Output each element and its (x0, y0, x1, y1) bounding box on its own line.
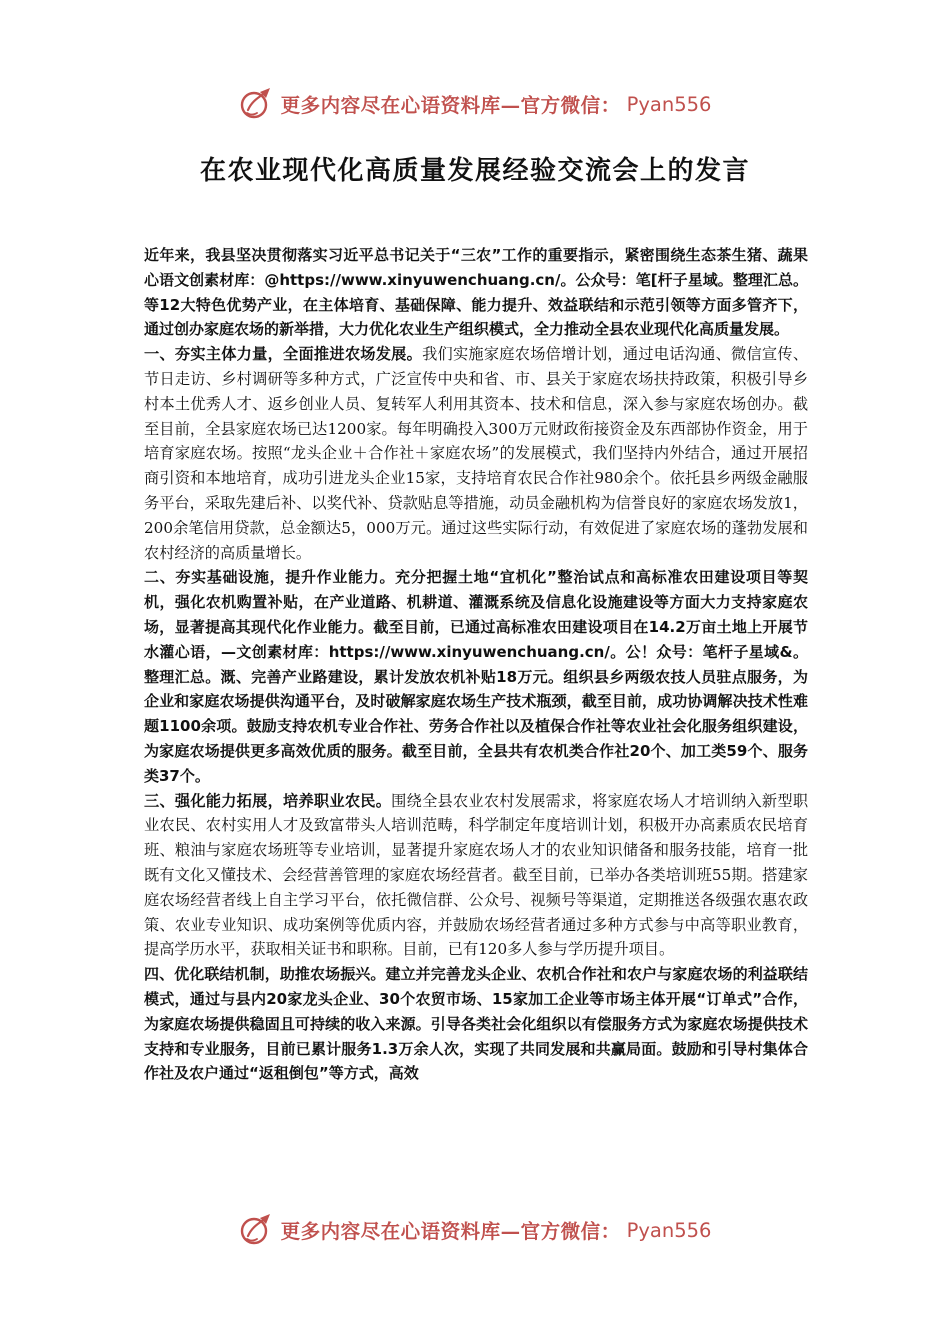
page-title: 在农业现代化高质量发展经验交流会上的发言 (199, 156, 750, 186)
section-heading: 一、夯实主体力量，全面推进农场发展。 (144, 345, 423, 364)
paragraph-body: 我们实施家庭农场倍增计划，通过电话沟通、微信宣传、节日走访、乡村调研等多种方式，广泛宣传中央和省、市、县关于家庭农场扶持政策，积极引导乡村本土优秀人才、返乡创业人员、复转军人利用其资本、技术和信息，深入参与家庭农场创办。截至目前，全县家庭农场已达1200家。每年明确投入300万元财政衔接资金及东西部协作资金，用于培育家庭农场。按照“龙头企业＋合作社＋家庭农场”的发展模式，我们坚持内外结合，通过开展招商引资和本地培育，成功引进龙头企业15家，支持培育农民合作社980余个。依托县乡两级金融服务平台，采取先建后补、以奖代补、贷款贴息等措施，动员金融机构为信誉良好的家庭农场发放1，200余笔信用贷款，总金额达5，000万元。通过这些实际行动，有效促进了家庭农场的蓬勃发展和农村经济的高质量增长。 (144, 345, 809, 562)
paragraph-section-4 (144, 962, 808, 1086)
paragraph-body: 二、夯实基础设施，提升作业能力。充分把握土地“宜机化”整治试点和高标准农田建设项目等契机，强化农机购置补贴，在产业道路、机耕道、灌溉系统及信息化设施建设等方面大力支持家庭农场，显著提高其现代化作业能力。截至目前，已通过高标准农田建设项目在14.2万亩土地上开展节水灌心语，—文创素材库：https://www.xinyuwenchuang.cn/。公！众号：笔杆子星域&。整理汇总。溉、完善产业路建设，累计发放农机补贴18万元。组织县乡两级农技人员驻点服务，为企业和家庭农场提供沟通平台，及时破解家庭农场生产技术瓶颈，截至目前，成功协调解决技术性难题1100余项。鼓励支持农机专业合作社、劳务合作社以及植保合作社等农业社会化服务组织建设，为家庭农场提供更多高效优质的服务。截至目前，全县共有农机类合作社20个、加工类59个、服务类37个。 (144, 568, 808, 785)
paragraph-section-2 (144, 565, 808, 788)
writing-hand-pen-icon (239, 1212, 275, 1248)
banner-wechat-id: Pyan556 (626, 1218, 712, 1242)
header-watermark-banner (0, 82, 950, 126)
document-body (144, 243, 808, 1086)
paragraph-body: 围绕全县农业农村发展需求，将家庭农场人才培训纳入新型职业农民、农村实用人才及致富带头人培训范畴，科学制定年度培训计划，积极开办高素质农民培育班、粮油与家庭农场班等专业培训，显著提升家庭农场人才的农业知识储备和服务技能，培育一批既有文化又懂技术、会经营善管理的家庭农场经营者。截至目前，已举办各类培训班55期。搭建家庭农场经营者线上自主学习平台，依托微信群、公众号、视频号等渠道，定期推送各级强农惠农政策、农业专业知识、成功案例等优质内容，并鼓励农场经营者通过多种方式参与中高等职业教育，提高学历水平，获取相关证书和职称。目前，已有120多人参与学历提升项目。 (144, 791, 809, 959)
banner-wechat-id: Pyan556 (626, 92, 712, 116)
footer-watermark-banner (0, 1208, 950, 1252)
paragraph-intro (144, 243, 808, 342)
banner-text: 更多内容尽在心语资料库—官方微信： (280, 94, 621, 117)
banner-text: 更多内容尽在心语资料库—官方微信： (280, 1220, 621, 1243)
paragraph-section-3 (144, 789, 808, 963)
paragraph-body: 近年来，我县坚决贯彻落实习近平总书记关于“三农”工作的重要指示，紧密围绕生态茶生猪、蔬果心语文创素材库：@https://www.xinyuwenchuang.cn/。公众号：笔[杆子星域。整理汇总。等12大特色优势产业，在主体培育、基础保障、能力提升、效益联结和示范引领等方面多管齐下，通过创办家庭农场的新举措，大力优化农业生产组织模式，全力推动全县农业现代化高质量发展。 (144, 246, 808, 339)
paragraph-body: 四、优化联结机制，助推农场振兴。建立并完善龙头企业、农机合作社和农户与家庭农场的利益联结模式，通过与县内20家龙头企业、30个农贸市场、15家加工企业等市场主体开展“订单式”合作，为家庭农场提供稳固且可持续的收入来源。引导各类社会化组织以有偿服务方式为家庭农场提供技术支持和专业服务，目前已累计服务1.3万余人次，实现了共同发展和共赢局面。鼓励和引导村集体合作社及农户通过“返租倒包”等方式，高效 (144, 965, 808, 1083)
paragraph-section-1 (144, 342, 808, 565)
section-heading: 三、强化能力拓展，培养职业农民。 (144, 791, 392, 810)
writing-hand-pen-icon (239, 86, 275, 122)
